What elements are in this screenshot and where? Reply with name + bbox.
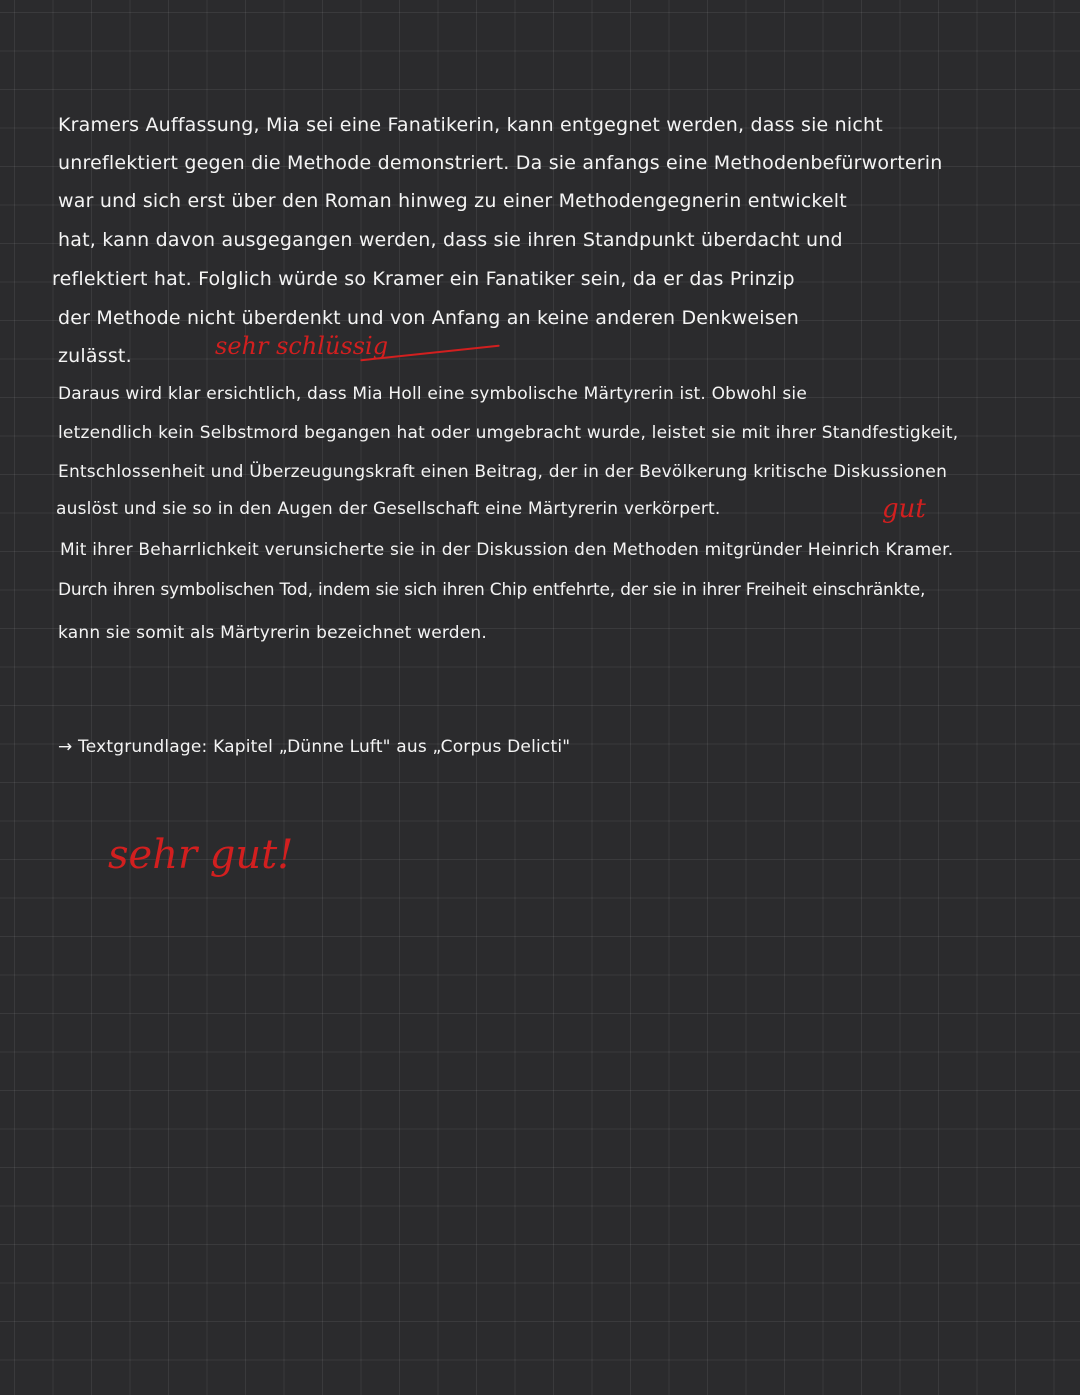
text-line: reflektiert hat. Folglich würde so Kramer ein Fanatiker sein, da er das Prinzip	[52, 268, 795, 290]
text-line: letzendlich kein Selbstmord begangen hat oder umgebracht wurde, leistet sie mit ihrer Standfestigkeit,	[58, 423, 959, 443]
text-line: Mit ihrer Beharrlichkeit verunsicherte sie in der Diskussion den Methoden mitgründer Heinrich Kramer.	[60, 540, 954, 560]
teacher-note-sehr-gut: sehr gut!	[108, 832, 294, 878]
text-line: Kramers Auffassung, Mia sei eine Fanatikerin, kann entgegnet werden, dass sie nicht	[58, 114, 883, 136]
text-line: kann sie somit als Märtyrerin bezeichnet werden.	[58, 623, 487, 643]
text-line: der Methode nicht überdenkt und von Anfang an keine anderen Denkweisen	[58, 307, 799, 329]
teacher-note-schluessig: sehr schlüssig	[215, 332, 389, 360]
text-line: Entschlossenheit und Überzeugungskraft einen Beitrag, der in der Bevölkerung kritische Diskussionen	[58, 462, 948, 482]
text-line: hat, kann davon ausgegangen werden, dass sie ihren Standpunkt überdacht und	[58, 229, 843, 251]
teacher-note-gut: gut	[882, 494, 926, 524]
text-line: Daraus wird klar ersichtlich, dass Mia Holl eine symbolische Märtyrerin ist. Obwohl sie	[58, 384, 808, 404]
text-line: auslöst und sie so in den Augen der Gesellschaft eine Märtyrerin verkörpert.	[56, 499, 721, 519]
text-line: Durch ihren symbolischen Tod, indem sie sich ihren Chip entfehrte, der sie in ihrer Freiheit einschränkte,	[58, 580, 926, 600]
text-line: war und sich erst über den Roman hinweg zu einer Methodengegnerin entwickelt	[58, 190, 847, 212]
text-reference: → Textgrundlage: Kapitel „Dünne Luft" aus „Corpus Delicti"	[58, 737, 571, 757]
text-line: unreflektiert gegen die Methode demonstriert. Da sie anfangs eine Methodenbefürworterin	[58, 152, 943, 174]
text-line: zulässt.	[58, 345, 132, 367]
